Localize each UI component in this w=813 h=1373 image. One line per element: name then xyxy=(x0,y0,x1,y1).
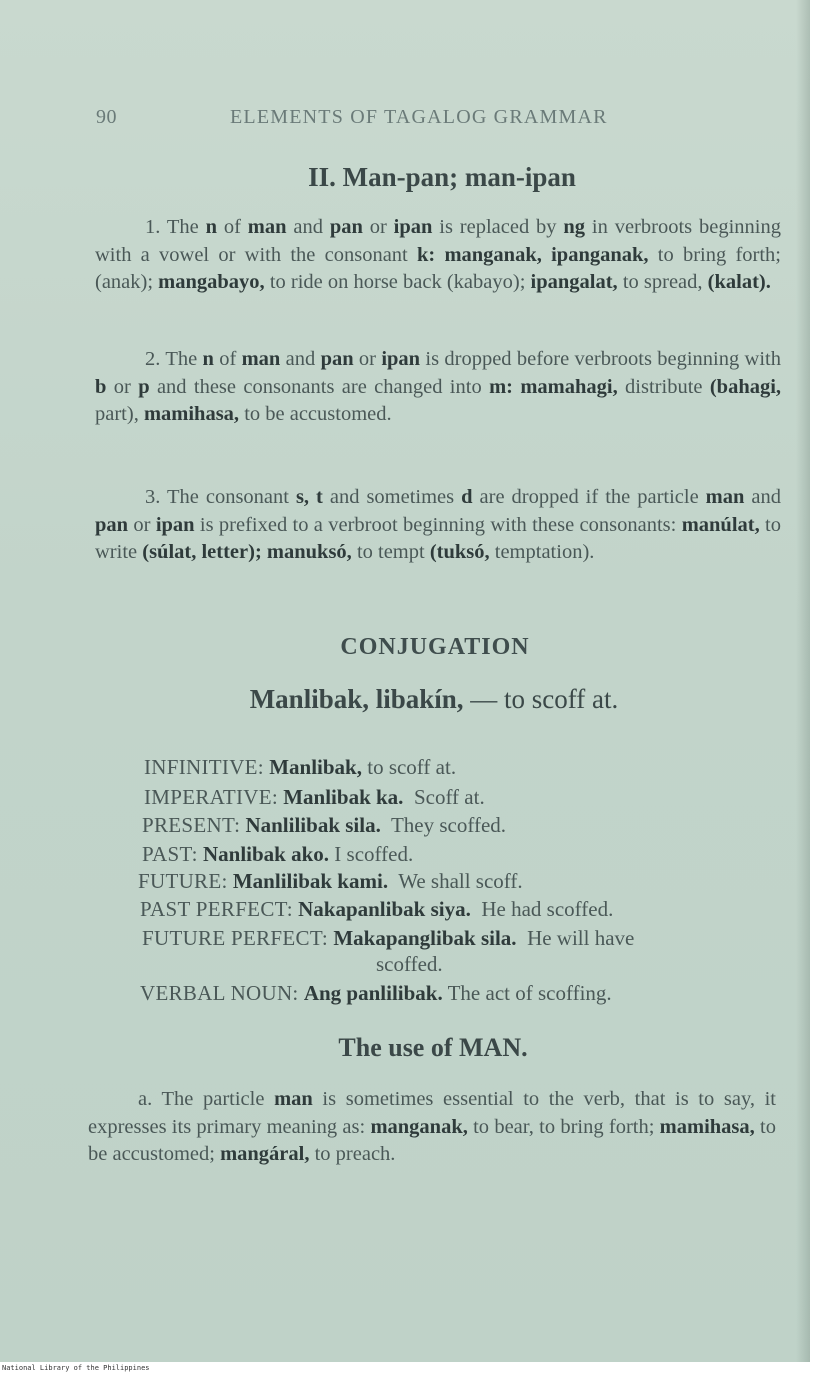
verb-form: Manlilibak kami. xyxy=(232,869,389,893)
text-run: is dropped before verbroots beginning with xyxy=(420,348,781,370)
use-of-man-title: The use of MAN. xyxy=(338,1033,528,1062)
bold-term: pan xyxy=(329,216,363,238)
form-meaning: to scoff at. xyxy=(367,755,457,779)
verb-form: Manlibak, xyxy=(269,755,362,779)
verb-meaning: — to scoff at. xyxy=(463,684,619,714)
form-meaning: He will have xyxy=(527,926,635,950)
verb-forms: Manlibak, libakín, xyxy=(249,684,464,714)
bold-term: mangáral, xyxy=(220,1143,310,1165)
tense-label: FUTURE: xyxy=(138,869,228,893)
conjugation-row xyxy=(142,926,634,951)
form-meaning: They scoffed. xyxy=(390,813,507,837)
bold-term: letter); xyxy=(201,541,262,563)
form-meaning: He had scoffed. xyxy=(481,897,614,921)
conjugation-row xyxy=(142,813,506,838)
bold-term: ng xyxy=(563,216,586,238)
page-number: 90 xyxy=(96,106,117,128)
bold-term: d xyxy=(461,486,473,508)
verb-form: Makapanglibak sila. xyxy=(333,926,517,950)
tense-label: VERBAL NOUN: xyxy=(140,981,299,1005)
paragraph-2 xyxy=(95,346,781,429)
text-run: distribute xyxy=(617,375,710,398)
bold-term: manuksó, xyxy=(266,541,352,563)
bold-term: man xyxy=(705,486,745,508)
bold-term: mamihasa, xyxy=(143,403,240,425)
bold-term: (súlat, xyxy=(142,541,197,563)
bold-term: man xyxy=(274,1088,313,1110)
text-run: to write xyxy=(95,513,781,563)
section-title: II. Man-pan; man-ipan xyxy=(308,162,576,192)
text-run: temptation). xyxy=(489,541,595,563)
bold-term: (bahagi, xyxy=(709,375,782,398)
text-run: to preach. xyxy=(309,1143,396,1165)
conjugation-heading: CONJUGATION xyxy=(340,634,530,660)
bold-term: man xyxy=(241,348,281,370)
bold-term: k: xyxy=(416,243,436,266)
tense-label: PAST: xyxy=(142,842,198,866)
bold-term: n xyxy=(202,348,214,370)
bold-term: mamihasa, xyxy=(659,1115,755,1138)
text-run: and these consonants are changed into xyxy=(149,375,490,398)
bold-term: manúlat, xyxy=(681,513,760,536)
bold-term: manganak, xyxy=(370,1115,468,1138)
form-meaning: We shall scoff. xyxy=(398,869,523,893)
text-run: to spread, xyxy=(617,271,708,293)
paragraph-3 xyxy=(95,484,781,567)
bold-term: ipan xyxy=(393,216,433,238)
text-run: is prefixed to a verbroot beginning with these consonants: xyxy=(194,513,682,536)
bold-term: ipan xyxy=(381,348,421,370)
form-meaning: The act of scoffing. xyxy=(447,981,612,1005)
verb-form: Manlibak ka. xyxy=(283,785,404,809)
library-footer: National Library of the Philippines xyxy=(2,1364,150,1372)
conjugation-row xyxy=(140,897,613,922)
form-meaning: Scoff at. xyxy=(413,785,485,809)
text-run: a. The particle xyxy=(138,1088,275,1110)
bold-term: m: xyxy=(489,375,513,398)
bold-term: p xyxy=(138,375,150,398)
tense-label: INFINITIVE: xyxy=(144,755,264,779)
tense-label: FUTURE PERFECT: xyxy=(142,926,329,950)
bold-term: mamahagi, xyxy=(520,375,618,398)
text-run: of xyxy=(216,216,248,238)
paragraph-4 xyxy=(88,1086,776,1169)
verb-form: Nanlibak ako. xyxy=(202,842,330,866)
text-run: 2. The xyxy=(145,348,203,370)
text-run: to ride on horse back (kabayo); xyxy=(264,271,531,293)
bold-term: man xyxy=(247,216,287,238)
conjugation-row xyxy=(138,869,523,894)
bold-term: (tuksó, xyxy=(429,541,490,563)
tense-label: IMPERATIVE: xyxy=(144,785,278,809)
verb-form: Nakapanlibak siya. xyxy=(298,897,471,921)
bold-term: ipan xyxy=(155,513,195,536)
text-run: and xyxy=(744,486,781,508)
bold-term: mangabayo, xyxy=(158,271,265,293)
conjugation-row xyxy=(144,755,456,780)
text-run: and xyxy=(280,348,321,370)
text-run: or xyxy=(353,348,382,370)
text-run: to tempt xyxy=(351,541,430,563)
verb-form: Ang panlilibak. xyxy=(303,981,443,1005)
verb-subtitle xyxy=(0,684,810,715)
text-run: or xyxy=(128,513,156,536)
text-run: to be accustomed; xyxy=(88,1115,776,1165)
conjugation-row-continuation: scoffed. xyxy=(376,952,443,976)
bold-term: pan xyxy=(95,513,129,536)
conjugation-row xyxy=(140,981,612,1006)
text-run: 1. The xyxy=(145,216,206,238)
text-run: or xyxy=(106,375,139,398)
text-run: 3. The consonant xyxy=(145,486,296,508)
text-run: in verbroots beginning with a vowel or with the consonant xyxy=(95,216,781,266)
text-run: part), xyxy=(95,403,144,425)
tense-label: PAST PERFECT: xyxy=(140,897,293,921)
text-run: of xyxy=(213,348,242,370)
bold-term: n xyxy=(205,216,217,238)
text-run: and sometimes xyxy=(322,486,462,508)
text-run: is replaced by xyxy=(432,216,564,238)
bold-term: b xyxy=(95,375,107,398)
bold-term: s, t xyxy=(295,486,323,508)
tense-label: PRESENT: xyxy=(142,813,241,837)
paragraph-1 xyxy=(95,214,781,297)
bold-term: ipangalat, xyxy=(530,271,618,293)
conjugation-row xyxy=(144,785,485,810)
text-run: to be accustomed. xyxy=(239,403,392,425)
text-run: is sometimes essential to the verb, that is to say, it expresses its primary meaning as: xyxy=(88,1088,777,1138)
conjugation-row xyxy=(142,842,413,867)
bold-term: pan xyxy=(320,348,354,370)
bold-term: manganak, ipanganak, xyxy=(444,243,649,266)
text-run: or xyxy=(362,216,394,238)
text-run: to bear, to bring forth; xyxy=(467,1115,660,1138)
bold-term: (kalat). xyxy=(707,271,771,293)
form-meaning: I scoffed. xyxy=(334,842,414,866)
running-title: ELEMENTS OF TAGALOG GRAMMAR xyxy=(230,106,608,128)
text-run: are dropped if the particle xyxy=(472,486,706,508)
verb-form: Nanlilibak sila. xyxy=(245,813,381,837)
text-run: and xyxy=(286,216,330,238)
text-run: to bring forth; (anak); xyxy=(95,243,781,293)
